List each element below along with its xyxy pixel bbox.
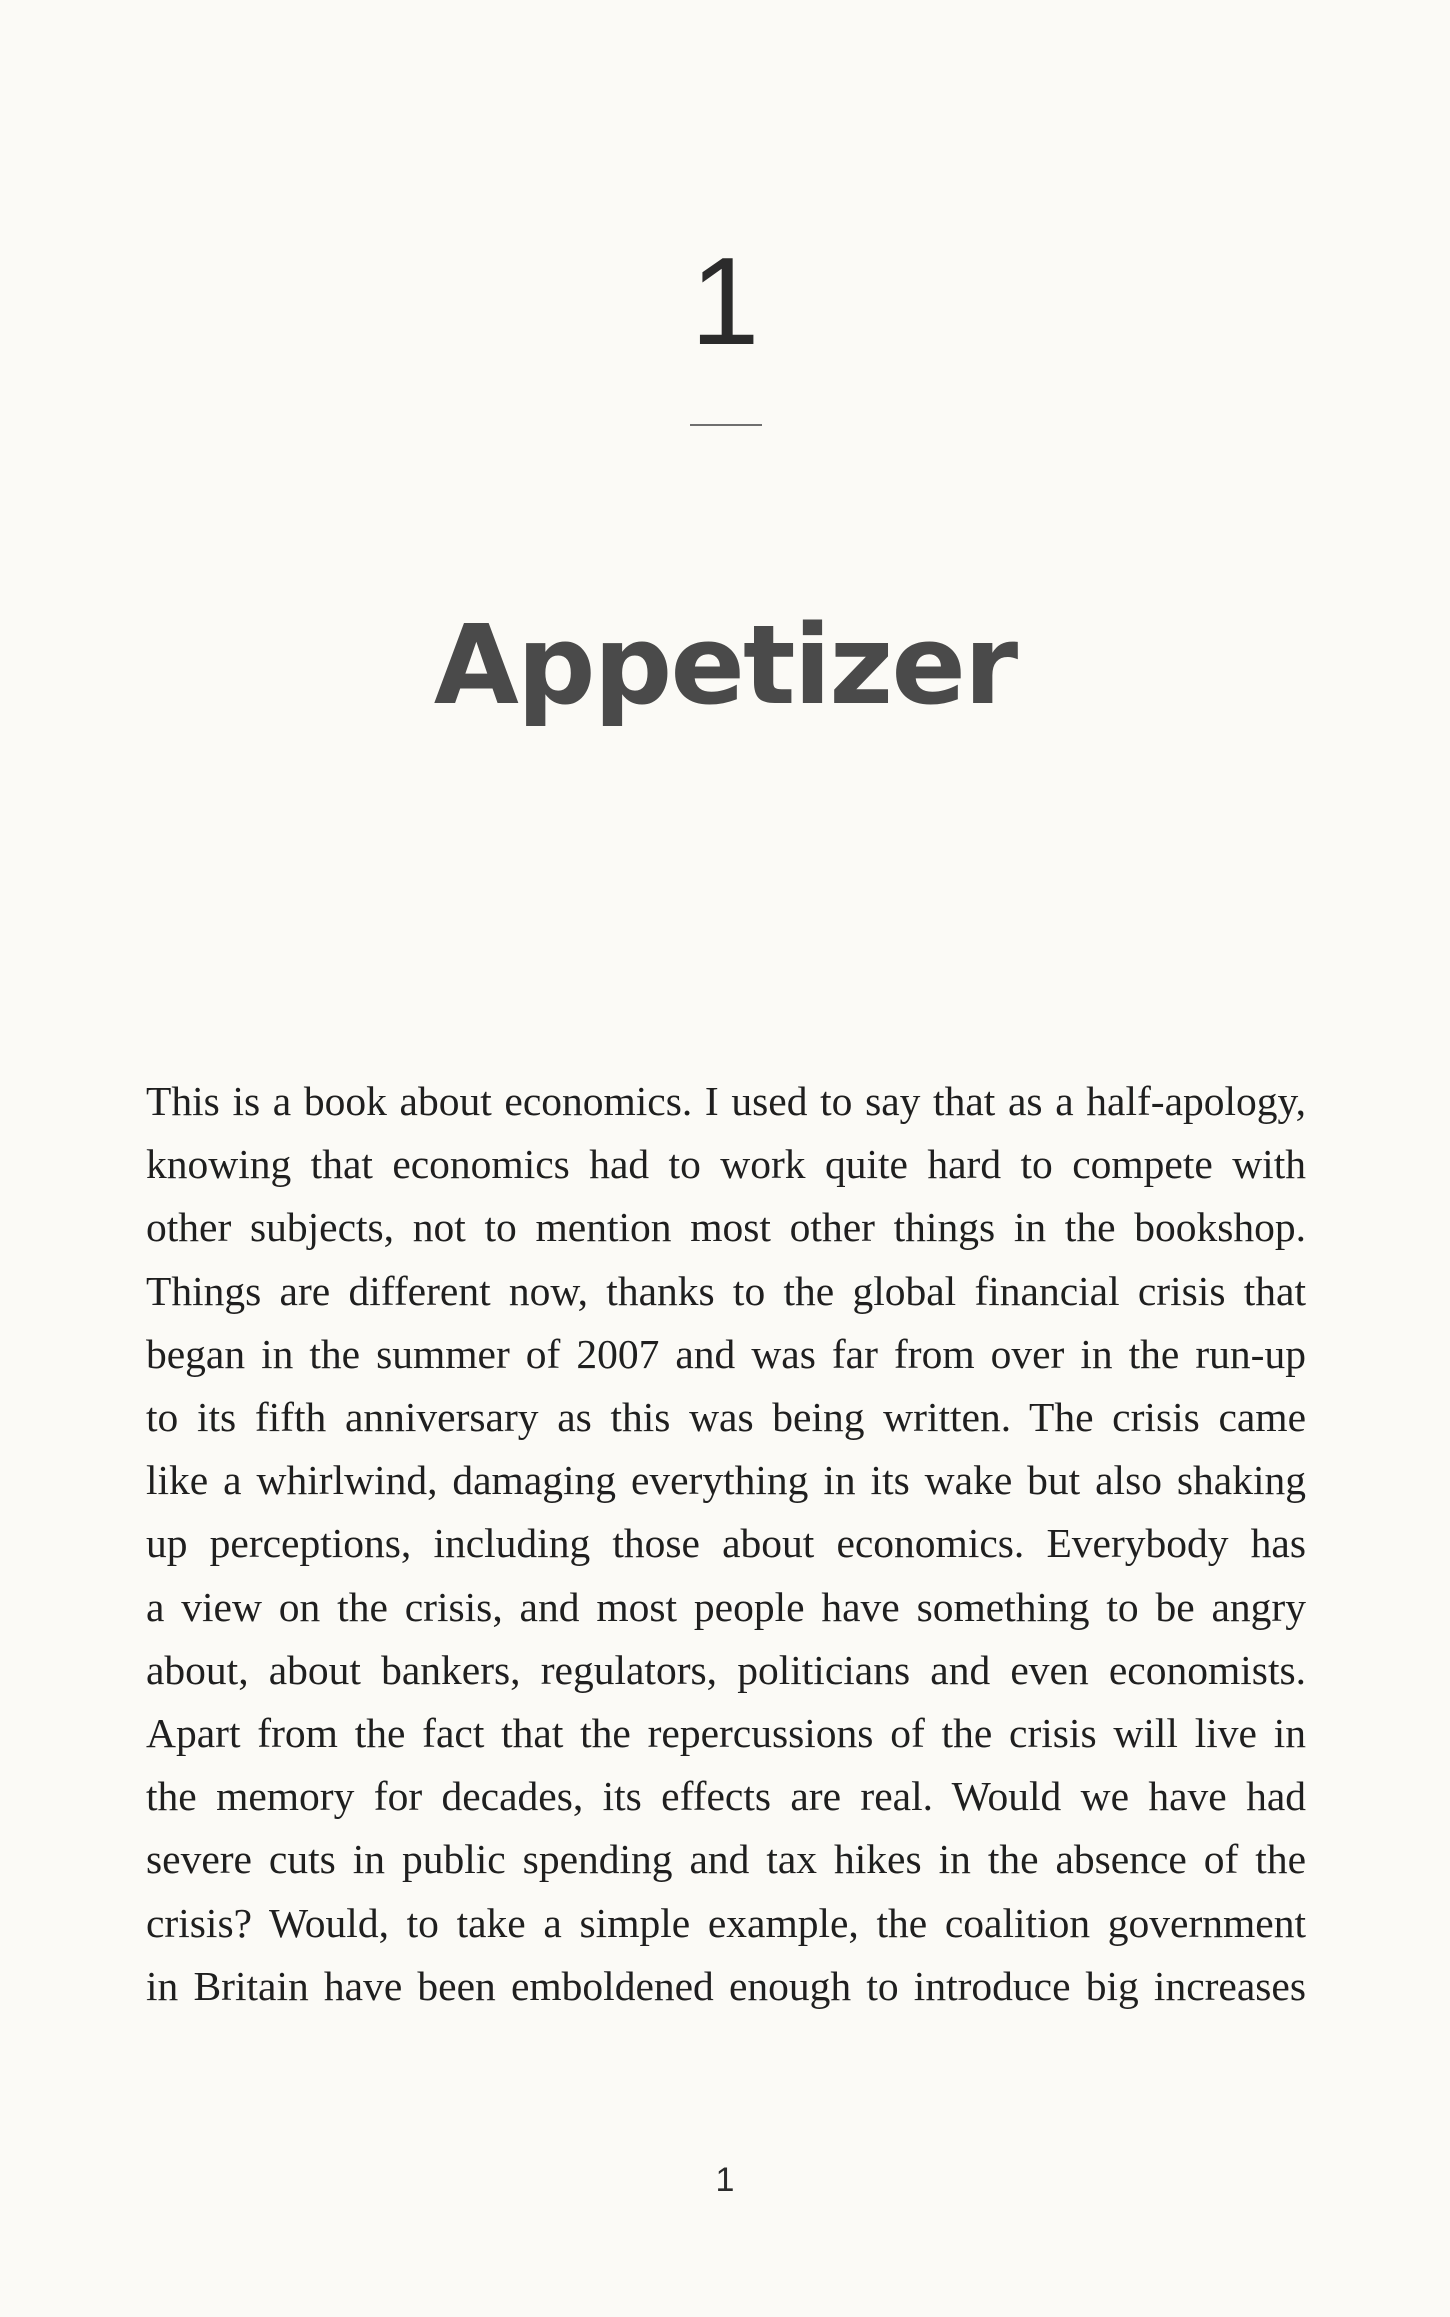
text-line: about, about bankers, regulators, politicians and even economists. <box>146 1646 1306 1693</box>
text-line: knowing that economics had to work quite hard to compete with <box>146 1141 1306 1188</box>
text-line: Apart from the fact that the repercussions of the crisis will live in <box>146 1710 1306 1757</box>
text-line: began in the summer of 2007 and was far from over in the run-up <box>146 1330 1306 1377</box>
text-line: crisis? Would, to take a simple example, the coalition government <box>146 1899 1306 1946</box>
text-line: like a whirlwind, damaging everything in its wake but also shaking <box>146 1457 1306 1504</box>
page-number: 1 <box>715 2161 735 2199</box>
text-line: This is a book about economics. I used to say that as a half-apology, <box>146 1078 1306 1124</box>
text-line: other subjects, not to mention most other things in the bookshop. <box>146 1204 1306 1251</box>
text-line: up perceptions, including those about economics. Everybody has <box>146 1520 1306 1567</box>
text-line: Things are different now, thanks to the global financial crisis that <box>146 1267 1306 1314</box>
text-line: the memory for decades, its effects are real. Would we have had <box>146 1773 1306 1820</box>
body-paragraph <box>146 1070 1306 2018</box>
text-line: in Britain have been emboldened enough to introduce big increases <box>146 1962 1306 2009</box>
text-line: to its fifth anniversary as this was being written. The crisis came <box>146 1394 1306 1441</box>
chapter-title: Appetizer <box>433 601 1017 729</box>
chapter-number: 1 <box>690 233 760 371</box>
text-line: a view on the crisis, and most people have something to be angry <box>146 1583 1306 1630</box>
text-line: severe cuts in public spending and tax hikes in the absence of the <box>146 1836 1306 1883</box>
chapter-rule <box>690 424 762 426</box>
